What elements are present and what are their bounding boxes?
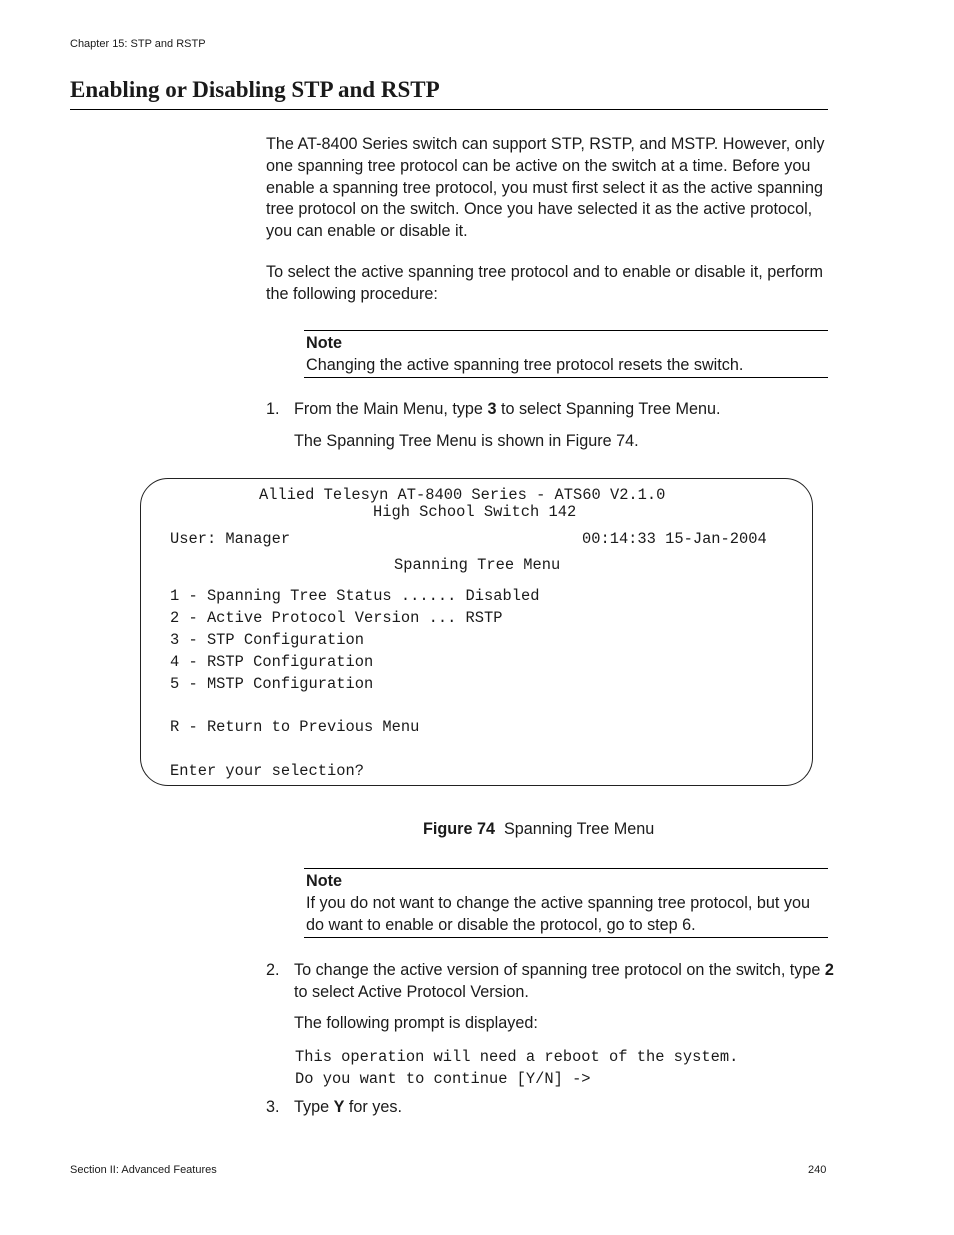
step-subtext: The Spanning Tree Menu is shown in Figure 74. — [294, 432, 639, 450]
step-number: 2. — [266, 961, 280, 979]
step-subtext: The following prompt is displayed: — [294, 1014, 538, 1032]
terminal-switch-name: High School Switch 142 — [373, 503, 577, 521]
intro-paragraph: The AT-8400 Series switch can support STP, RSTP, and MSTP. However, only one spanning tree protocol can be active on the switch at a time. Before you enable a spanning tree protocol, you must first select it as the active spanning tree protocol on the switch. Once you have selected it as the active protocol, you can enable or disable it. — [266, 135, 825, 241]
menu-item: 5 - MSTP Configuration — [170, 675, 374, 693]
section-title: Enabling or Disabling STP and RSTP — [70, 77, 440, 102]
terminal-screen — [140, 478, 813, 786]
step-text: Type Y for yes. — [294, 1098, 402, 1116]
step-key: 3 — [487, 400, 497, 418]
menu-item: 1 - Spanning Tree Status ...... Disabled — [170, 587, 540, 605]
running-header: Chapter 15: STP and RSTP — [70, 38, 206, 50]
note-text: If you do not want to change the active spanning tree protocol, but you do want to enable or disable the protocol, go to step 6. — [306, 893, 810, 934]
menu-item: 3 - STP Configuration — [170, 631, 364, 649]
note-label: Note — [306, 334, 342, 352]
figure-caption — [423, 820, 654, 839]
step-number: 3. — [266, 1098, 280, 1116]
note-box — [304, 868, 828, 938]
terminal-user: User: Manager — [170, 530, 291, 548]
step-number: 1. — [266, 400, 280, 418]
figure-title: Spanning Tree Menu — [503, 820, 655, 838]
step-text: To change the active version of spanning tree protocol on the switch, type 2 to select Active Protocol Version. — [294, 961, 834, 1001]
menu-item-return: R - Return to Previous Menu — [170, 718, 420, 736]
menu-item: 2 - Active Protocol Version ... RSTP — [170, 609, 503, 627]
note-label: Note — [306, 872, 342, 890]
step-text: From the Main Menu, type 3 to select Spanning Tree Menu. — [294, 400, 721, 418]
footer-section: Section II: Advanced Features — [70, 1164, 217, 1176]
procedure-paragraph: To select the active spanning tree protocol and to enable or disable it, perform the following procedure: — [266, 263, 823, 303]
title-divider — [70, 109, 828, 110]
step-key: 2 — [824, 961, 834, 979]
terminal-datetime: 00:14:33 15-Jan-2004 — [582, 530, 767, 548]
prompt-output-line: Do you want to continue [Y/N] -> — [295, 1070, 591, 1088]
prompt-output-line: This operation will need a reboot of the system. — [295, 1048, 739, 1066]
note-box — [304, 330, 828, 378]
note-text: Changing the active spanning tree protocol resets the switch. — [306, 355, 744, 374]
terminal-menu-title: Spanning Tree Menu — [394, 556, 561, 574]
terminal-prompt: Enter your selection? — [170, 762, 364, 780]
figure-label: Figure 74 — [423, 820, 495, 838]
step-key: Y — [333, 1098, 345, 1116]
terminal-banner: Allied Telesyn AT-8400 Series - ATS60 V2.1.0 — [259, 486, 666, 504]
page-number: 240 — [808, 1164, 827, 1176]
menu-item: 4 - RSTP Configuration — [170, 653, 374, 671]
